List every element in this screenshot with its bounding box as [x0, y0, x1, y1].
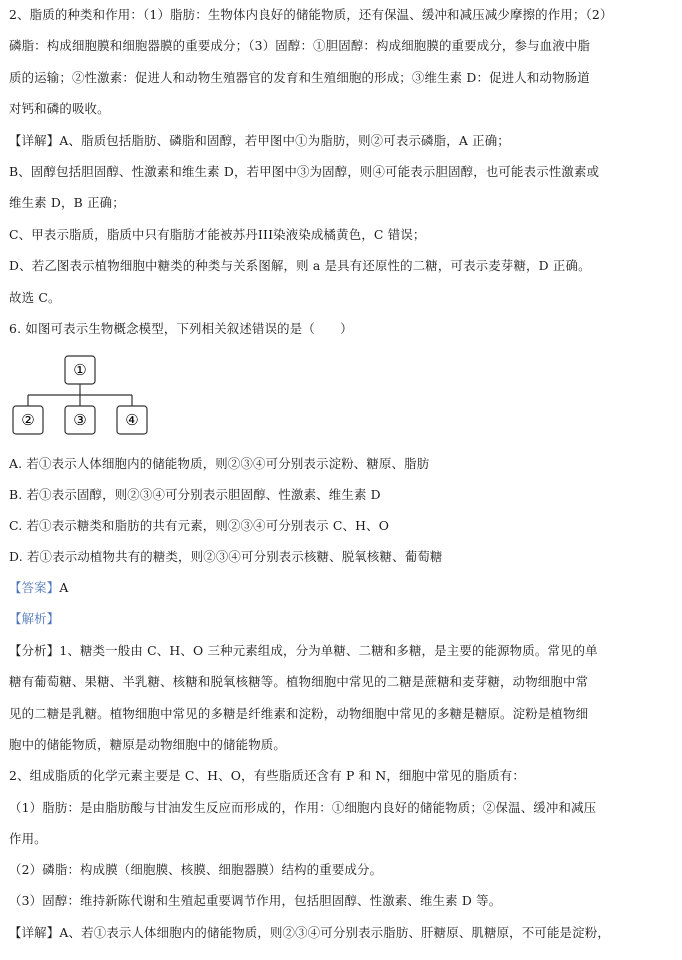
option-a: A. 若①表示人体细胞内的储能物质，则②③④可分别表示淀粉、糖原、脂肪 — [9, 456, 430, 471]
answer-value: A — [59, 580, 69, 595]
analysis-line: 糖有葡萄糖、果糖、半乳糖、核糖和脱氧核糖等。植物细胞中常见的二糖是蔗糖和麦芽糖，动物细胞中常 — [9, 674, 589, 689]
question-stem: 6. 如图可表示生物概念模型，下列相关叙述错误的是（ ） — [9, 321, 353, 336]
option-c: C. 若①表示糖类和脂肪的共有元素，则②③④可分别表示 C、H、O — [9, 518, 390, 533]
diagram-label-top: ① — [73, 361, 87, 379]
analysis-line: （3）固醇：维持新陈代谢和生殖起重要调节作用，包括胆固醇、性激素、维生素 D 等。 — [9, 893, 502, 908]
option-d: D. 若①表示动植物共有的糖类，则②③④可分别表示核糖、脱氧核糖、葡萄糖 — [9, 549, 443, 564]
text-line: 磷脂：构成细胞膜和细胞器膜的重要成分；（3）固醇：①胆固醇：构成细胞膜的重要成分，参与血液中脂 — [9, 38, 591, 53]
text-line: 【详解】A、脂质包括脂肪、磷脂和固醇，若甲图中①为脂肪，则②可表示磷脂，A 正确； — [9, 133, 510, 148]
answer-label: 【答案】 — [9, 580, 60, 595]
analysis-line: 2、组成脂质的化学元素主要是 C、H、O，有些脂质还含有 P 和 N，细胞中常见的脂质有： — [9, 768, 525, 783]
text-line: 2、脂质的种类和作用：（1）脂肪：生物体内良好的储能物质，还有保温、缓冲和减压减少摩擦的作用；（2） — [9, 7, 613, 22]
diagram-label-left: ② — [21, 411, 35, 429]
diagram-label-right: ④ — [125, 411, 139, 429]
analysis-line: 作用。 — [9, 831, 47, 846]
text-line: B、固醇包括胆固醇、性激素和维生素 D，若甲图中③为固醇，则④可能表示胆固醇，也可能表示性激素或 — [9, 164, 600, 179]
analysis-heading — [9, 611, 59, 627]
text-line: 质的运输；②性激素：促进人和动物生殖器官的发育和生殖细胞的形成；③维生素 D：促进人和动物肠道 — [9, 70, 590, 85]
text-line: C、甲表示脂质，脂质中只有脂肪才能被苏丹III染液染成橘黄色，C 错误； — [9, 227, 426, 242]
analysis-line: （1）脂肪：是由脂肪酸与甘油发生反应而形成的，作用：①细胞内良好的储能物质；②保温、缓冲和减压 — [9, 800, 597, 815]
option-b: B. 若①表示固醇，则②③④可分别表示胆固醇、性激素、维生素 D — [9, 487, 381, 502]
analysis-line: 见的二糖是乳糖。植物细胞中常见的多糖是纤维素和淀粉，动物细胞中常见的多糖是糖原。淀粉是植物细 — [9, 706, 589, 721]
text-line: 维生素 D，B 正确； — [9, 195, 125, 210]
text-line: 故选 C。 — [9, 290, 61, 305]
analysis-line: 【分析】1、糖类一般由 C、H、O 三种元素组成，分为单糖、二糖和多糖，是主要的能源物质。常见的单 — [9, 643, 598, 658]
text-line: 对钙和磷的吸收。 — [9, 101, 110, 116]
concept-model-diagram — [0, 348, 180, 448]
text-line: D、若乙图表示植物细胞中糖类的种类与关系图解，则 a 是具有还原性的二糖，可表示麦芽糖，D 正确。 — [9, 258, 591, 273]
analysis-line: 【详解】A、若①表示人体细胞内的储能物质，则②③④可分别表示脂肪、肝糖原、肌糖原，不可能是淀粉， — [9, 925, 610, 940]
analysis-label: 【解析】 — [9, 611, 60, 626]
analysis-line: （2）磷脂：构成膜（细胞膜、核膜、细胞器膜）结构的重要成分。 — [9, 862, 383, 877]
answer-line — [9, 580, 69, 596]
analysis-line: 胞中的储能物质，糖原是动物细胞中的储能物质。 — [9, 737, 286, 752]
diagram-label-middle: ③ — [73, 411, 87, 429]
